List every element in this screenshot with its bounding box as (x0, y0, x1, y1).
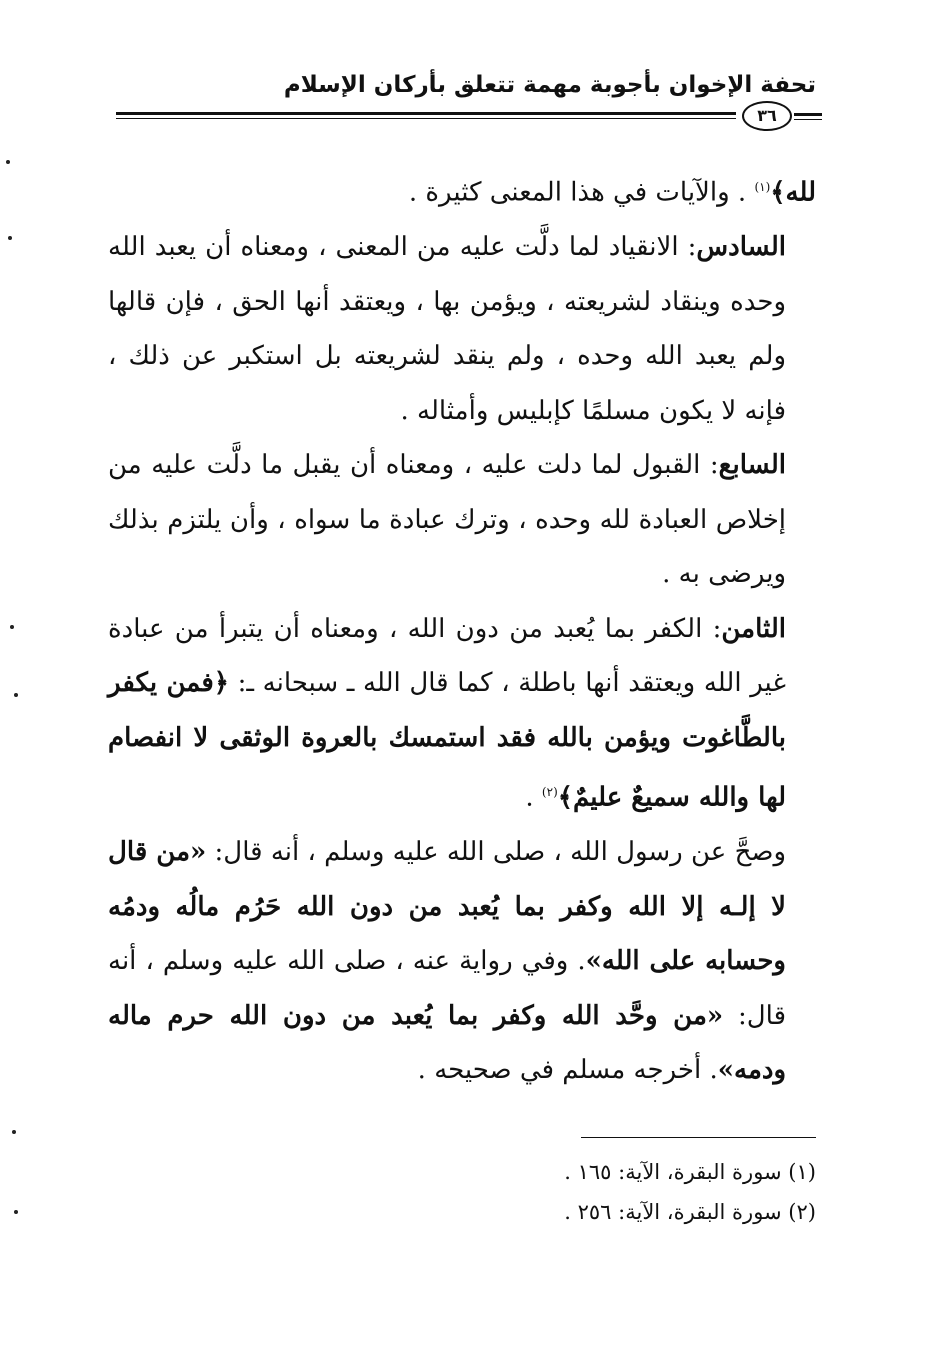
footnote-rule (581, 1137, 816, 1138)
quran-quote: ﴿فمن يكفر بالطَّاغوت ويؤمن بالله فقد استمسك بالعروة الوثقى لا انفصام لها والله سميعٌ عليمٌ﴾ (108, 668, 786, 813)
paragraph-text: . وفي رواية عنه ، صلى الله عليه وسلم ، أنه قال: (108, 946, 786, 1031)
footnote-ref-2: (٢) (541, 785, 558, 800)
item-label-eighth: الثامن (721, 613, 786, 644)
header-rule-thin (116, 118, 736, 119)
hadith-quote-1: «من قال لا إلـه إلا الله وكفر بما يُعبد من دون الله حَرُم مالُه ودمُه وحسابه على الله» (108, 837, 786, 977)
scan-speck (12, 1130, 16, 1134)
hadith-quote-2: «من وحَّد الله وكفر بما يُعبد من دون الله حرم ماله ودمه» (108, 1000, 786, 1086)
paragraph-text: وصحَّ عن رسول الله ، صلى الله عليه وسلم ، أنه قال: (206, 837, 786, 868)
quote-end: لله﴾ (770, 177, 816, 208)
page-number: ٣٦ (742, 101, 792, 131)
item-label-sixth: السادس (696, 232, 786, 263)
paragraph-end: . (525, 782, 542, 813)
paragraph-text: : الانقياد لما دلَّت عليه من المعنى ، ومعناه أن يعبد الله وحده وينقاد لشريعته ، ويؤمن بها ، ويعتقد أنها الحق ، فإن قالها ولم يعبد الله وحده ، ولم ينقد لشريعته بل استكبر عن ذلك ، فإنه لا يكون مسلمًا كإبليس وأمثاله . (108, 232, 786, 426)
running-title: تحفة الإخوان بأجوبة مهمة تتعلق بأركان الإسلام (283, 72, 816, 98)
paragraph-eighth (108, 602, 816, 826)
scan-speck (10, 625, 14, 629)
paragraph-text: . أخرجه مسلم في صحيحه . (417, 1055, 718, 1086)
header-dash (794, 113, 822, 116)
header-rule (116, 112, 736, 115)
scan-speck (8, 236, 12, 240)
paragraph-text: . والآيات في هذا المعنى كثيرة . (408, 177, 755, 208)
paragraph-continuation (108, 160, 816, 220)
paragraph-hadith (108, 825, 816, 1098)
scan-speck (14, 693, 18, 697)
header-dash-thin (794, 119, 822, 120)
paragraph-sixth (108, 220, 816, 438)
paragraph-seventh (108, 438, 816, 602)
main-text (108, 160, 816, 1098)
paragraph-text: : القبول لما دلت عليه ، ومعناه أن يقبل ما دلَّت عليه من إخلاص العبادة لله وحده ، وترك عبادة ما سواه ، وأن يلتزم بذلك ويرضى به . (108, 450, 786, 590)
footnotes (316, 1152, 816, 1232)
scan-speck (14, 1210, 18, 1214)
footnote-1: (١) سورة البقرة، الآية: ١٦٥ . (564, 1160, 816, 1184)
item-label-seventh: السابع (718, 450, 786, 481)
paragraph-text: : الكفر بما يُعبد من دون الله ، ومعناه أن يتبرأ من عبادة غير الله ويعتقد أنها باطلة ، كما قال الله ـ سبحانه ـ: (108, 613, 786, 699)
footnote-2: (٢) سورة البقرة، الآية: ٢٥٦ . (564, 1200, 816, 1224)
footnote-ref-1: (١) (754, 180, 771, 194)
scan-speck (6, 160, 10, 164)
